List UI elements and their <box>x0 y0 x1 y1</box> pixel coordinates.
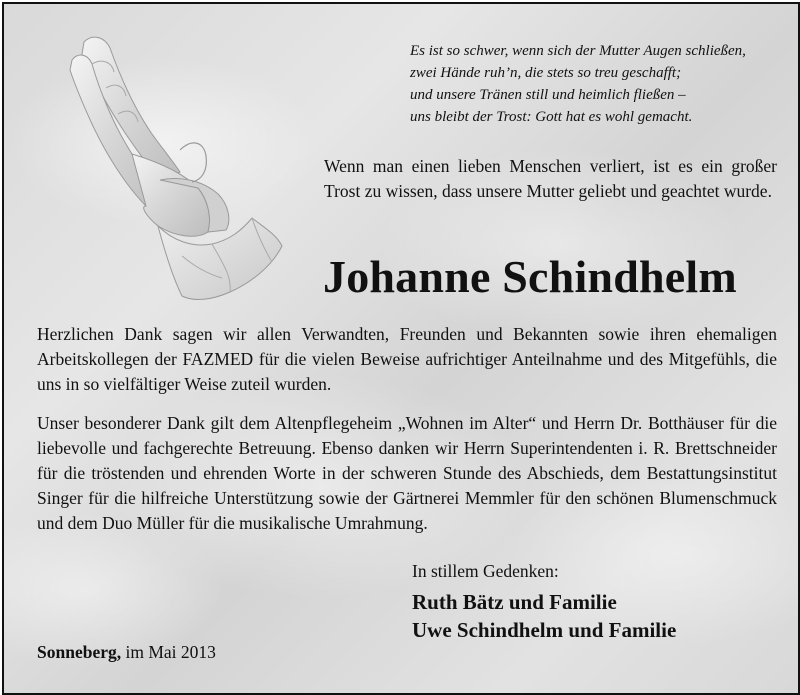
poem-line: und unsere Tränen still und heimlich fließen – <box>410 87 686 103</box>
intro-text: Wenn man einen lieben Menschen verliert, ist es ein großer Trost zu wissen, dass unsere Mutter geliebt und geachtet wurde. <box>324 156 777 201</box>
poem-line: zwei Hände ruh’n, die stets so treu geschafft; <box>410 65 682 81</box>
family-name: Uwe Schindhelm und Familie <box>412 618 677 642</box>
special-thanks-paragraph: Unser besonderer Dank gilt dem Altenpflegeheim „Wohnen im Alter“ und Herrn Dr. Botthäuser für die liebevolle und fachgerechte Betreuung. Ebenso danken wir Herrn Superintendenten i. R. Brettschneider für die tröstenden und ehrenden Worte in der schweren Stunde des Abschieds, dem Bestattungsinstitut Singer für die hilfreiche Unterstützung sowie der Gärtnerei Memmler für den schönen Blumenschmuck und dem Duo Müller für die musikalische Umrahmung. <box>37 413 777 533</box>
memory-label: In stillem Gedenken: <box>412 561 559 581</box>
praying-hands-icon <box>62 30 292 310</box>
obituary-card <box>2 2 800 695</box>
date: im Mai 2013 <box>125 642 216 662</box>
thanks-paragraph: Herzlichen Dank sagen wir allen Verwandten, Freunden und Bekannten sowie ihren ehemaligen Arbeitskollegen der FAZMED für die vielen Beweise aufrichtiger Anteilnahme und des Mitgefühls, die uns in so vielfältiger Weise zuteil wurden. <box>37 324 777 394</box>
deceased-name: Johanne Schindhelm <box>323 251 737 302</box>
poem-line: Es ist so schwer, wenn sich der Mutter Augen schließen, <box>410 43 746 59</box>
poem <box>410 40 790 128</box>
family-name: Ruth Bätz und Familie <box>412 590 617 614</box>
poem-line: uns bleibt der Trost: Gott hat es wohl gemacht. <box>410 109 693 125</box>
place-date <box>37 640 216 665</box>
place: Sonneberg, <box>37 642 122 662</box>
